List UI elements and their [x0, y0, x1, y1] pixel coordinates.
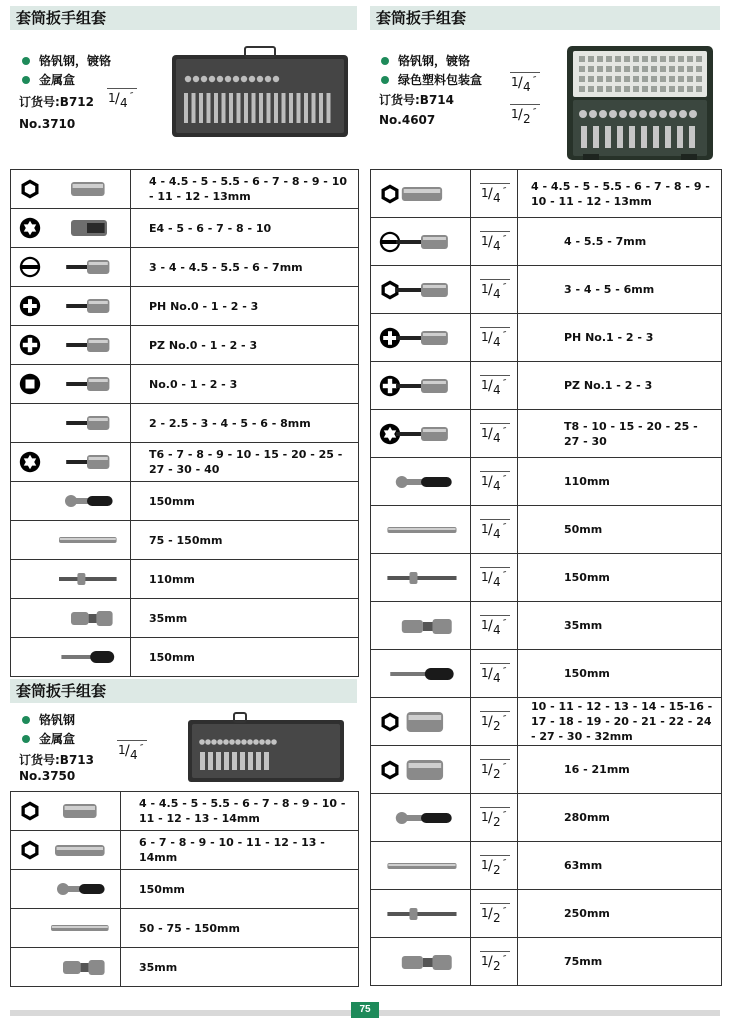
feature-material: 铬钒钢，镀铬	[22, 54, 111, 68]
spec-row	[11, 792, 359, 831]
plastic-case-photo	[565, 42, 715, 162]
bullet-dot-icon	[381, 76, 389, 84]
tool-image-cell	[11, 909, 121, 948]
tool-image-cell	[371, 890, 471, 938]
bit-hex-tool-icon	[47, 410, 127, 436]
spec-sizes: 50mm	[518, 506, 722, 554]
spec-row	[371, 842, 722, 890]
drive-size-badge: 1 / 4 ″	[479, 615, 513, 637]
spec-sizes: PZ No.0 - 1 - 2 - 3	[131, 326, 359, 365]
hex-symbol-icon	[19, 839, 41, 861]
drive-size-cell	[471, 698, 518, 746]
spec-sizes: 3 - 4 - 5 - 6mm	[518, 266, 722, 314]
drive-size-badge: 1 / 4 ″	[479, 567, 513, 589]
spec-row	[371, 554, 722, 602]
feature-case: 金属盒	[22, 732, 75, 746]
drive-size-badge: 1 / 2 ″	[509, 104, 543, 126]
spec-row	[371, 698, 722, 746]
spec-row	[11, 560, 359, 599]
spec-row	[11, 209, 359, 248]
spec-row	[11, 482, 359, 521]
spec-row	[11, 443, 359, 482]
socket-e-tool-icon	[47, 215, 127, 241]
hex-symbol-icon	[19, 178, 41, 200]
tool-image-cell	[11, 521, 131, 560]
tool-image-cell	[371, 506, 471, 554]
bit-tool-icon	[47, 293, 127, 319]
section-title-b712: 套筒扳手组套	[10, 6, 357, 30]
bit-tool-icon	[47, 449, 127, 475]
spec-sizes: PH No.0 - 1 - 2 - 3	[131, 287, 359, 326]
drive-size-badge: 1 / 4 ″	[479, 375, 513, 397]
tool-image-cell	[11, 560, 131, 599]
drive-size-badge: 1 / 4 ″	[479, 231, 513, 253]
spec-sizes: 150mm	[518, 650, 722, 698]
spec-row	[371, 314, 722, 362]
ratchet-tool-icon	[47, 488, 127, 514]
drive-size-cell	[471, 218, 518, 266]
tool-image-cell	[11, 948, 121, 987]
drive-size-cell	[471, 650, 518, 698]
drive-size-cell	[471, 506, 518, 554]
spec-sizes: 35mm	[131, 599, 359, 638]
drive-size-cell	[471, 314, 518, 362]
tool-image-cell	[371, 650, 471, 698]
spec-sizes: 75 - 150mm	[131, 521, 359, 560]
bit-tool-icon	[47, 254, 127, 280]
drive-size-badge: 1 / 2 ″	[479, 807, 513, 829]
drive-size-badge: 1 / 4 ″	[479, 663, 513, 685]
bullet-dot-icon	[22, 76, 30, 84]
spec-sizes: No.0 - 1 - 2 - 3	[131, 365, 359, 404]
tool-image-cell	[371, 602, 471, 650]
drive-size-badge: 1 / 4 ″	[479, 423, 513, 445]
tool-image-cell	[11, 482, 131, 521]
spec-sizes: 35mm	[518, 602, 722, 650]
spec-row	[371, 746, 722, 794]
bullet-dot-icon	[381, 57, 389, 65]
spec-sizes: 4 - 5.5 - 7mm	[518, 218, 722, 266]
spec-table-b712	[10, 169, 359, 677]
spec-sizes: 150mm	[131, 638, 359, 677]
drive-size-badge: 1 / 2 ″	[479, 759, 513, 781]
drive-size-cell	[471, 602, 518, 650]
spec-row	[371, 938, 722, 986]
spec-row	[371, 170, 722, 218]
spec-sizes: 4 - 4.5 - 5 - 5.5 - 6 - 7 - 8 - 9 - 10 - 11 - 12 - 13mm	[131, 170, 359, 209]
spec-row	[11, 404, 359, 443]
torx-e-symbol-icon	[19, 217, 41, 239]
spec-sizes: 63mm	[518, 842, 722, 890]
spec-row	[11, 248, 359, 287]
tbar-tool-icon	[373, 565, 469, 591]
tool-image-cell	[371, 362, 471, 410]
tool-image-cell	[371, 938, 471, 986]
bullet-dot-icon	[22, 57, 30, 65]
spec-sizes: 3 - 4 - 4.5 - 5.5 - 6 - 7mm	[131, 248, 359, 287]
drive-size-badge: 1 / 4 ″	[479, 183, 513, 205]
spec-row	[11, 909, 359, 948]
spec-sizes: 150mm	[121, 870, 359, 909]
bit-tool-icon	[47, 371, 127, 397]
spec-row	[11, 365, 359, 404]
tool-image-cell	[11, 404, 131, 443]
drive-size-badge: 1 / 2 ″	[479, 711, 513, 733]
extension-long-tool-icon	[373, 517, 469, 543]
spec-sizes: E4 - 5 - 6 - 7 - 8 - 10	[131, 209, 359, 248]
drive-size-badge: 1 / 4 ″	[479, 279, 513, 301]
spec-row	[11, 831, 359, 870]
square-symbol-icon	[19, 373, 41, 395]
tool-image-cell	[371, 746, 471, 794]
bit-tool-icon	[373, 421, 469, 447]
tool-image-cell	[371, 410, 471, 458]
model-number: No.3750	[19, 769, 76, 783]
tool-image-cell	[11, 443, 131, 482]
ujoint-tool-icon	[39, 954, 119, 980]
bit-hex-tool-icon	[373, 277, 469, 303]
socket-big-tool-icon	[373, 757, 469, 783]
socket-tool-icon	[373, 181, 469, 207]
metal-case-photo	[186, 712, 346, 784]
tool-image-cell	[371, 698, 471, 746]
spec-sizes: PZ No.1 - 2 - 3	[518, 362, 722, 410]
spec-sizes: 280mm	[518, 794, 722, 842]
spec-sizes: 4 - 4.5 - 5 - 5.5 - 6 - 7 - 8 - 9 - 10 - 11 - 12 - 13 - 14mm	[121, 792, 359, 831]
socket-big-tool-icon	[373, 709, 469, 735]
spec-sizes: 16 - 21mm	[518, 746, 722, 794]
spec-row	[11, 521, 359, 560]
spec-sizes: 110mm	[518, 458, 722, 506]
spec-row	[371, 650, 722, 698]
order-number: 订货号:B714	[379, 93, 454, 107]
drive-size-badge: 1 / 4 ″	[106, 88, 140, 110]
spec-row	[371, 890, 722, 938]
tool-image-cell	[371, 458, 471, 506]
tool-image-cell	[11, 638, 131, 677]
spec-row	[11, 326, 359, 365]
drive-size-badge: 1 / 4 ″	[509, 72, 543, 94]
feature-case: 金属盒	[22, 73, 75, 87]
drive-size-badge: 1 / 4 ″	[479, 327, 513, 349]
spec-row	[371, 218, 722, 266]
spec-row	[11, 870, 359, 909]
spec-table-b713	[10, 791, 359, 987]
tool-image-cell	[371, 554, 471, 602]
spec-sizes: 2 - 2.5 - 3 - 4 - 5 - 6 - 8mm	[131, 404, 359, 443]
drive-size-cell	[471, 170, 518, 218]
bullet-dot-icon	[22, 735, 30, 743]
drive-size-badge: 1 / 2 ″	[479, 951, 513, 973]
tool-image-cell	[371, 314, 471, 362]
ujoint-tool-icon	[373, 613, 469, 639]
spec-row	[11, 599, 359, 638]
drive-size-badge: 1 / 4 ″	[479, 519, 513, 541]
ratchet-tool-icon	[39, 876, 119, 902]
slot-symbol-icon	[19, 256, 41, 278]
socket-deep-tool-icon	[39, 837, 119, 863]
page-number: 75	[351, 1002, 379, 1018]
drive-size-cell	[471, 362, 518, 410]
spec-sizes: 4 - 4.5 - 5 - 5.5 - 6 - 7 - 8 - 9 - 10 - 11 - 12 - 13mm	[518, 170, 722, 218]
spec-row	[371, 266, 722, 314]
extension-long-tool-icon	[47, 527, 127, 553]
feature-material: 铬钒钢	[22, 713, 75, 727]
ujoint-tool-icon	[47, 605, 127, 631]
drive-size-cell	[471, 842, 518, 890]
socket-tool-icon	[39, 798, 119, 824]
tool-image-cell	[371, 170, 471, 218]
drive-size-cell	[471, 458, 518, 506]
drive-size-badge: 1 / 2 ″	[479, 855, 513, 877]
pz-symbol-icon	[19, 334, 41, 356]
drive-size-cell	[471, 794, 518, 842]
tool-image-cell	[11, 287, 131, 326]
bullet-dot-icon	[22, 716, 30, 724]
section-title-b713: 套筒扳手组套	[10, 679, 357, 703]
spec-row	[11, 170, 359, 209]
tbar-tool-icon	[373, 901, 469, 927]
spec-row	[371, 602, 722, 650]
spec-sizes: 250mm	[518, 890, 722, 938]
bit-tool-icon	[47, 332, 127, 358]
extension-long-tool-icon	[373, 853, 469, 879]
spec-sizes: 75mm	[518, 938, 722, 986]
feature-material: 铬钒钢，镀铬	[381, 54, 470, 68]
spec-sizes: 150mm	[518, 554, 722, 602]
tool-image-cell	[11, 248, 131, 287]
spec-row	[11, 287, 359, 326]
metal-case-photo	[170, 45, 350, 140]
tool-image-cell	[11, 831, 121, 870]
extension-long-tool-icon	[39, 915, 119, 941]
drive-size-cell	[471, 938, 518, 986]
spec-row	[371, 506, 722, 554]
spinner-tool-icon	[373, 661, 469, 687]
spec-sizes: 50 - 75 - 150mm	[121, 909, 359, 948]
spec-sizes: 150mm	[131, 482, 359, 521]
tool-image-cell	[11, 792, 121, 831]
section-title-b714: 套筒扳手组套	[370, 6, 720, 30]
spec-table-b714	[370, 169, 722, 986]
spec-sizes: 110mm	[131, 560, 359, 599]
tool-image-cell	[11, 209, 131, 248]
drive-size-badge: 1 / 4 ″	[116, 740, 150, 762]
model-number: No.3710	[19, 117, 76, 131]
drive-size-cell	[471, 554, 518, 602]
bit-tool-icon	[373, 325, 469, 351]
tool-image-cell	[371, 218, 471, 266]
spec-sizes: T6 - 7 - 8 - 9 - 10 - 15 - 20 - 25 - 27 - 30 - 40	[131, 443, 359, 482]
spec-row	[11, 638, 359, 677]
socket-tool-icon	[47, 176, 127, 202]
drive-size-cell	[471, 266, 518, 314]
feature-case: 绿色塑料包装盒	[381, 73, 482, 87]
spec-row	[371, 458, 722, 506]
tbar-tool-icon	[47, 566, 127, 592]
drive-size-badge: 1 / 4 ″	[479, 471, 513, 493]
ratchet-tool-icon	[373, 805, 469, 831]
tool-image-cell	[371, 794, 471, 842]
spec-sizes: T8 - 10 - 15 - 20 - 25 - 27 - 30	[518, 410, 722, 458]
spinner-tool-icon	[47, 644, 127, 670]
spec-row	[371, 362, 722, 410]
drive-size-cell	[471, 890, 518, 938]
tool-image-cell	[11, 599, 131, 638]
torx-symbol-icon	[19, 451, 41, 473]
hex-symbol-icon	[19, 800, 41, 822]
spec-row	[371, 410, 722, 458]
order-number: 订货号:B712	[19, 95, 94, 109]
spec-sizes: 10 - 11 - 12 - 13 - 14 - 15-16 - 17 - 18 - 19 - 20 - 21 - 22 - 24 - 27 - 30 - 32mm	[518, 698, 722, 746]
model-number: No.4607	[379, 113, 436, 127]
spec-sizes: 6 - 7 - 8 - 9 - 10 - 11 - 12 - 13 - 14mm	[121, 831, 359, 870]
tool-image-cell	[11, 326, 131, 365]
bit-tool-icon	[373, 373, 469, 399]
tool-image-cell	[11, 870, 121, 909]
order-number: 订货号:B713	[19, 753, 94, 767]
drive-size-cell	[471, 746, 518, 794]
spec-sizes: 35mm	[121, 948, 359, 987]
tool-image-cell	[371, 842, 471, 890]
tool-image-cell	[11, 365, 131, 404]
drive-size-badge: 1 / 2 ″	[479, 903, 513, 925]
spec-sizes: PH No.1 - 2 - 3	[518, 314, 722, 362]
tool-image-cell	[371, 266, 471, 314]
ph-symbol-icon	[19, 295, 41, 317]
ujoint-tool-icon	[373, 949, 469, 975]
drive-size-cell	[471, 410, 518, 458]
bit-tool-icon	[373, 229, 469, 255]
tool-image-cell	[11, 170, 131, 209]
spec-row	[371, 794, 722, 842]
ratchet-tool-icon	[373, 469, 469, 495]
spec-row	[11, 948, 359, 987]
